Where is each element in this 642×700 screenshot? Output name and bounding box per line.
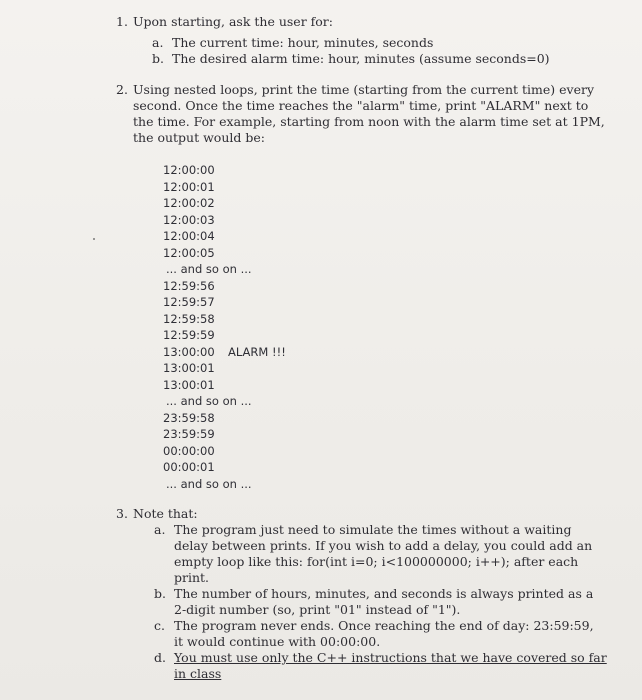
question-2-line: second. Once the time reaches the "alarm" time, print "ALARM" next to <box>133 98 589 113</box>
output-line: 12:00:04 <box>163 229 215 243</box>
question-3-number: 3. <box>116 506 128 521</box>
question-2-text <box>133 82 605 146</box>
question-2-line: Using nested loops, print the time (starting from the current time) every <box>133 82 595 97</box>
output-line: 13:00:01 <box>163 361 215 375</box>
item-line: The number of hours, minutes, and seconds is always printed as a <box>174 586 594 601</box>
output-ellipsis: ... and so on ... <box>166 394 252 408</box>
output-line: 13:00:00 <box>163 344 215 359</box>
question-2-number: 2. <box>116 82 128 97</box>
question-1-number: 1. <box>116 14 128 29</box>
alarm-label: ALARM !!! <box>228 344 286 359</box>
output-line: 12:59:56 <box>163 278 215 293</box>
item-letter: a. <box>152 35 164 50</box>
output-line: 00:00:01 <box>163 460 215 474</box>
item-line: 2-digit number (so, print "01" instead of "1"). <box>174 602 461 617</box>
output-line: 12:59:59 <box>163 328 215 342</box>
output-line: 00:00:00 <box>163 443 215 458</box>
output-line: 12:00:02 <box>163 196 215 210</box>
question-3 <box>116 506 607 696</box>
item-line: in class <box>174 666 222 681</box>
output-line: 13:00:01 <box>163 377 215 392</box>
item-line: empty loop like this: for(int i=0; i<100000000; i++); after each <box>174 554 579 569</box>
output-ellipsis: ... and so on ... <box>166 262 252 276</box>
question-3-prompt: Note that: <box>133 506 198 521</box>
output-line: 12:59:57 <box>163 295 215 309</box>
item-line: The program just need to simulate the times without a waiting <box>174 522 572 537</box>
output-ellipsis: ... and so on ... <box>166 476 252 491</box>
paper-speck <box>93 238 95 240</box>
item-text: The desired alarm time: hour, minutes (assume seconds=0) <box>172 51 550 66</box>
output-line: 23:59:58 <box>163 410 215 425</box>
question-1-prompt: Upon starting, ask the user for: <box>133 14 333 29</box>
item-line: it would continue with 00:00:00. <box>174 634 381 649</box>
item-letter: a. <box>154 522 166 537</box>
item-text <box>174 650 607 682</box>
item-letter: c. <box>154 618 165 633</box>
item-text <box>174 522 592 586</box>
question-2-line: the output would be: <box>133 130 265 145</box>
question-2 <box>116 82 605 152</box>
item-line: You must use only the C++ instructions that we have covered so far <box>174 650 607 665</box>
item-text <box>174 586 593 618</box>
output-line: 12:00:01 <box>163 179 215 194</box>
item-text <box>174 618 594 650</box>
item-line: delay between prints. If you wish to add a delay, you could add an <box>174 538 593 553</box>
output-line: 12:00:05 <box>163 245 215 260</box>
output-line: 12:59:58 <box>163 311 215 326</box>
output-line: 12:00:03 <box>163 212 215 227</box>
item-letter: d. <box>154 650 166 665</box>
item-line: print. <box>174 570 210 585</box>
item-letter: b. <box>154 586 166 601</box>
item-text: The current time: hour, minutes, seconds <box>172 35 434 50</box>
item-letter: b. <box>152 51 164 66</box>
output-line: 23:59:59 <box>163 427 215 441</box>
item-line: The program never ends. Once reaching the end of day: 23:59:59, <box>174 618 594 633</box>
question-2-line: the time. For example, starting from noon with the alarm time set at 1PM, <box>133 114 605 129</box>
question-1 <box>116 14 576 74</box>
output-line: 12:00:00 <box>163 163 215 177</box>
